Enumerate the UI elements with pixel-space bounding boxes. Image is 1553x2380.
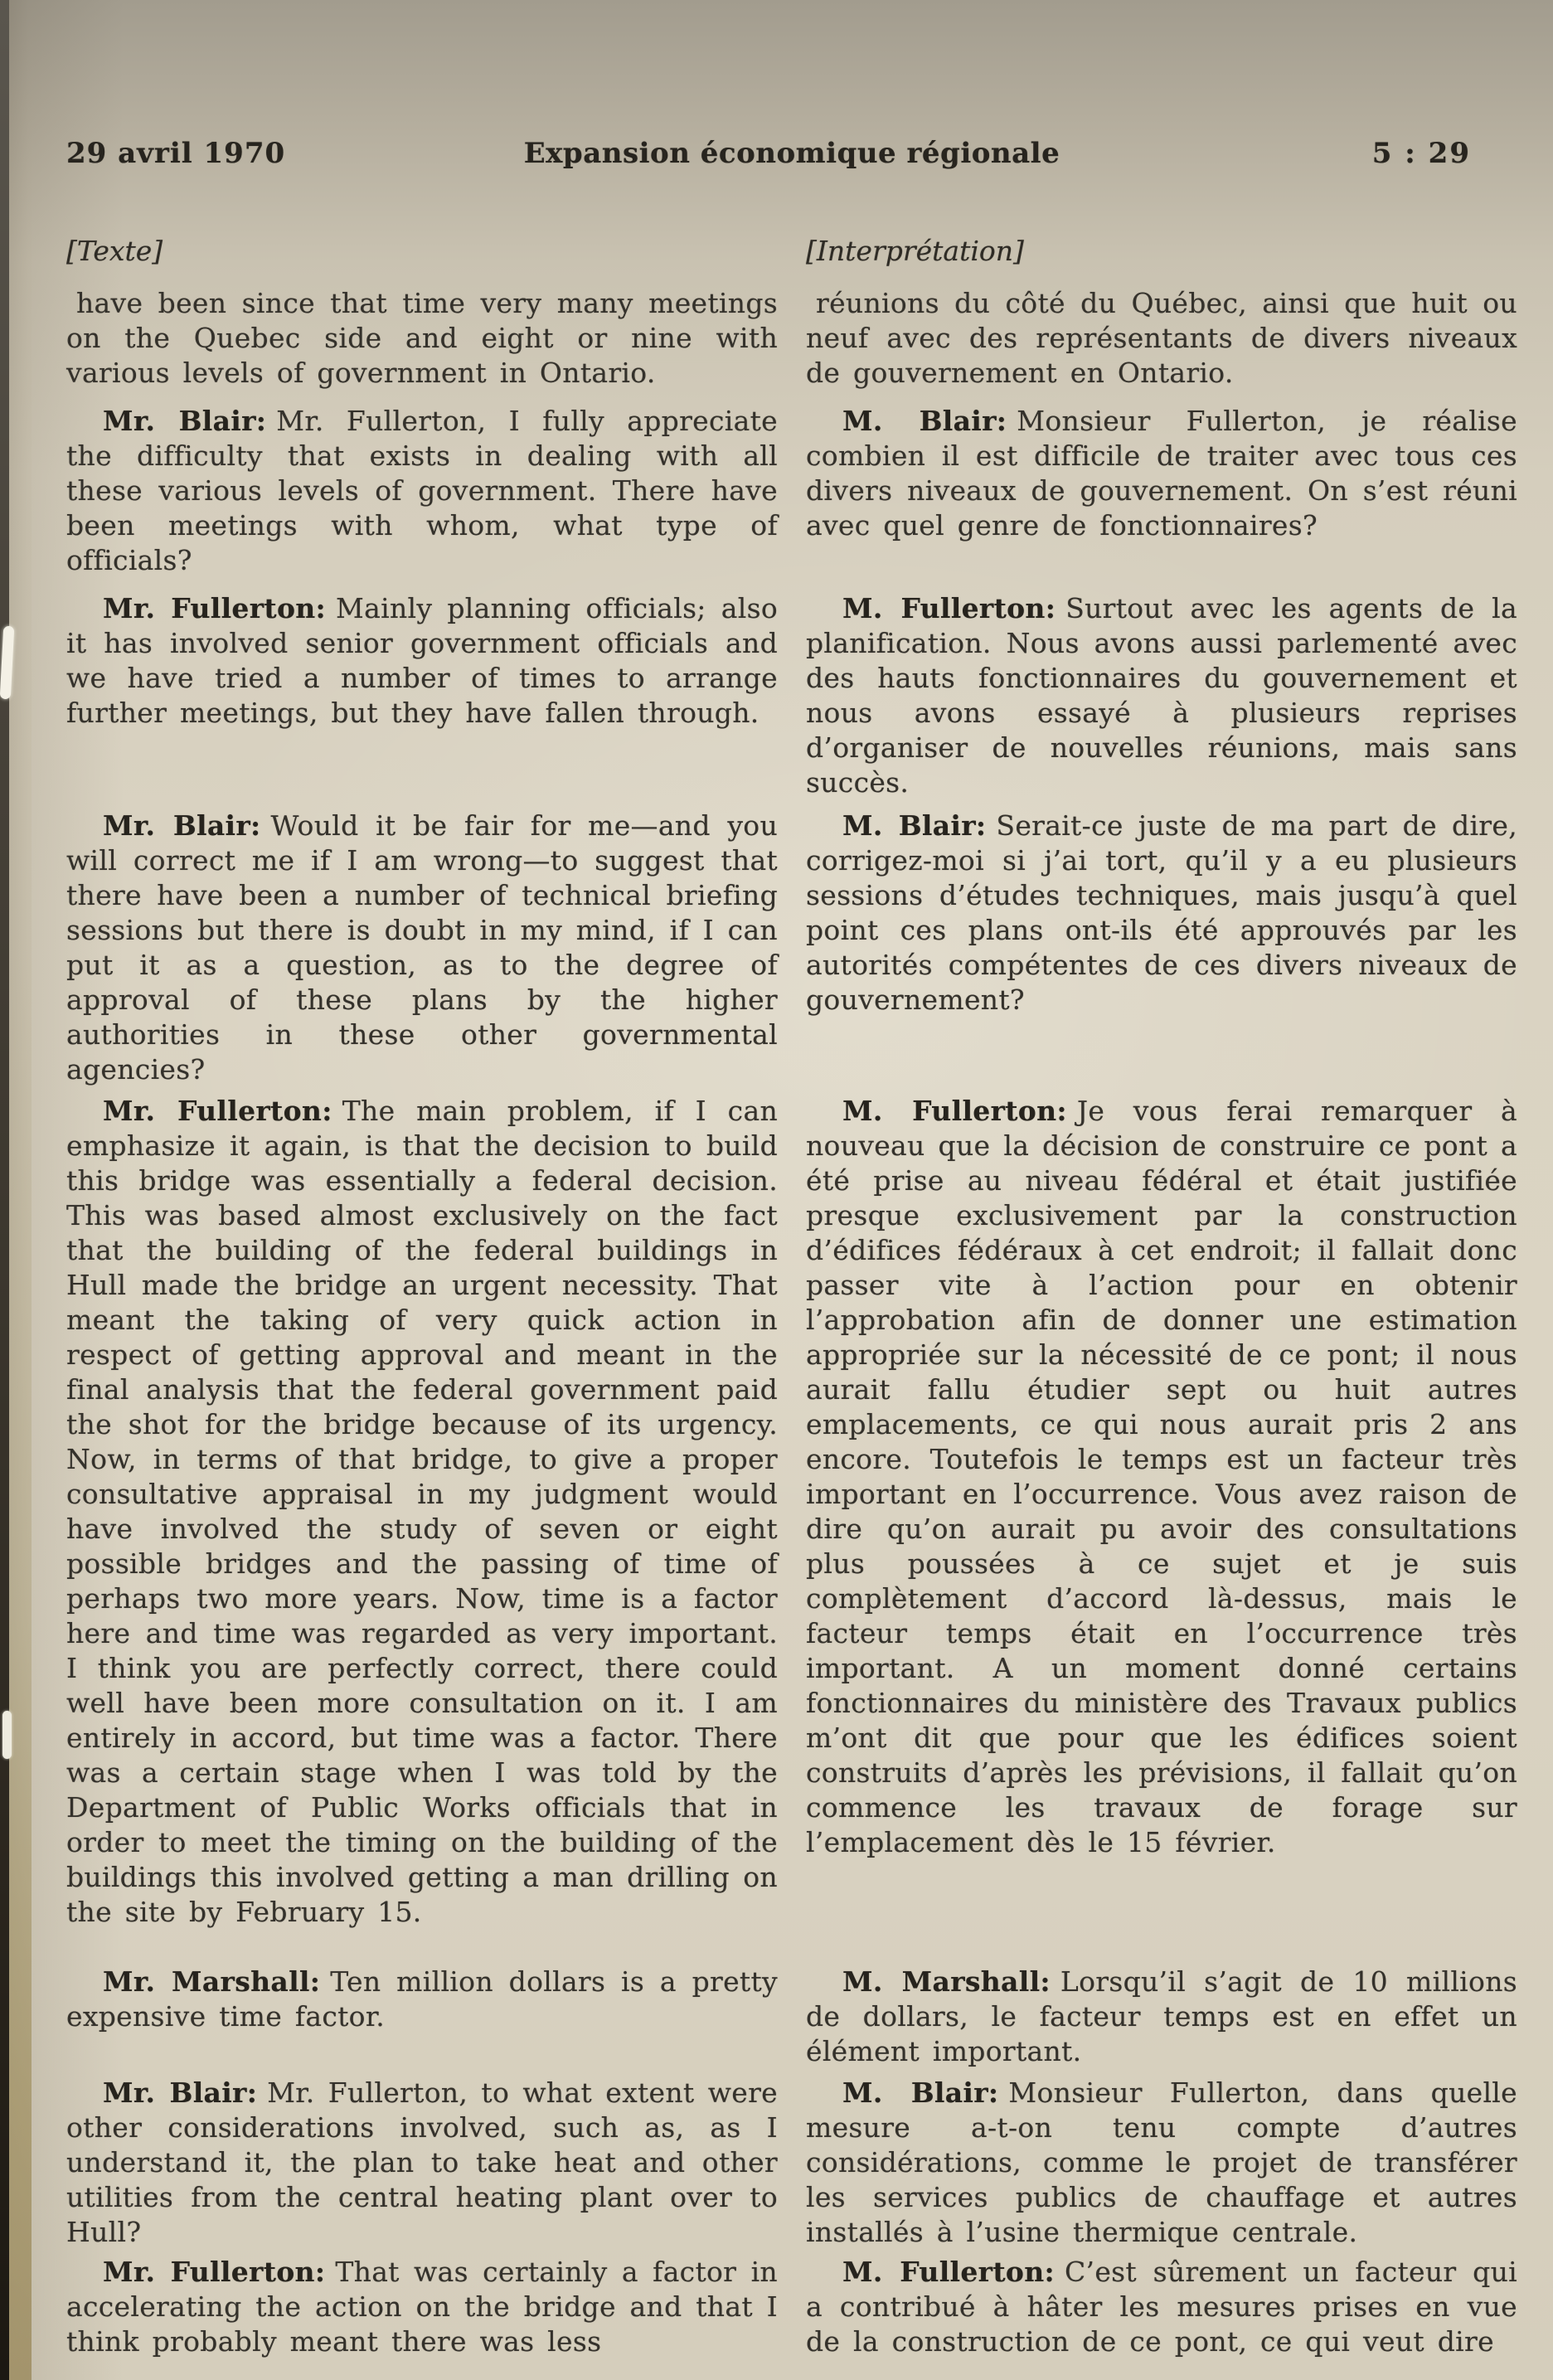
page-title: Expansion économique régionale bbox=[523, 137, 1060, 170]
speaker-name: M. Blair: bbox=[842, 2076, 999, 2109]
speaker-name bbox=[806, 287, 816, 319]
page-number: 5 : 29 bbox=[1371, 137, 1471, 170]
speaker-name: M. Fullerton: bbox=[842, 592, 1056, 624]
transcript-row bbox=[66, 1965, 1517, 2069]
paragraph-english bbox=[66, 2255, 778, 2359]
column-labels bbox=[66, 237, 1517, 265]
transcript-row bbox=[66, 2076, 1517, 2250]
speaker-name: Mr. Fullerton: bbox=[103, 2256, 326, 2288]
transcript-row bbox=[66, 2255, 1517, 2359]
speaker-name: M. Fullerton: bbox=[842, 1095, 1067, 1127]
speech-text: Monsieur Fullerton, je réalise combien il est difficile de traiter avec tous ces divers niveaux de gouvernement. On s’est réuni avec quel genre de fonctionnaires? bbox=[806, 405, 1517, 542]
speech-text: Mr. Fullerton, I fully appreciate the difficulty that exists in dealing with all these various levels of government. There have been meetings with whom, what type of officials? bbox=[66, 405, 778, 576]
paragraph-english bbox=[66, 1094, 778, 1930]
speech-text: Monsieur Fullerton, dans quelle mesure a-t-on tenu compte d’autres considérations, comme le projet de transférer les services publics de chauffage et autres installés à l’usine thermique centrale. bbox=[806, 2076, 1517, 2248]
speaker-name: Mr. Blair: bbox=[103, 809, 261, 842]
transcript-row bbox=[66, 809, 1517, 1087]
speaker-name: M. Marshall: bbox=[842, 1965, 1051, 1998]
paragraph-french bbox=[806, 591, 1517, 800]
speech-text: The main problem, if I can emphasize it again, is that the decision to build this bridge was essentially a federal decision. This was based almost exclusively on the fact that the building of the federal buildings in Hull made the bridge an urgent necessity. That meant the taking of very quick action in respect of getting approval and meant in the final analysis that the federal government paid the shot for the bridge because of its urgency. Now, in terms of that bridge, to give a proper consultative appraisal in my judgment would have involved the study of seven or eight possible bridges and the passing of time of perhaps two more years. Now, time is a factor here and time was regarded as very important. I think you are perfectly correct, there could well have been more consultation on it. I am entirely in accord, but time was a factor. There was a certain stage when I was told by the Department of Public Works officials that in order to meet the timing on the building of the buildings this involved getting a man drilling on the site by February 15. bbox=[66, 1095, 778, 1928]
transcript-body bbox=[66, 286, 1517, 2380]
speech-text: have been since that time very many meetings on the Quebec side and eight or nine with various levels of government in Ontario. bbox=[66, 287, 778, 389]
speaker-name: Mr. Marshall: bbox=[103, 1965, 321, 1998]
paragraph-french bbox=[806, 1094, 1517, 1930]
speaker-name: Mr. Fullerton: bbox=[103, 1095, 332, 1127]
speech-text: Surtout avec les agents de la planification. Nous avons aussi parlementé avec des hauts fonctionnaires du gouvernement et nous avons essayé à plusieurs reprises d’organiser de nouvelles réunions, mais sans succès. bbox=[806, 592, 1517, 799]
speech-text: Ten million dollars is a pretty expensive time factor. bbox=[66, 1965, 778, 2033]
speaker-name: M. Blair: bbox=[842, 809, 987, 842]
paragraph-french bbox=[806, 404, 1517, 578]
speaker-name bbox=[66, 287, 76, 319]
speech-text: réunions du côté du Québec, ainsi que huit ou neuf avec des représentants de divers niveaux de gouvernement en Ontario. bbox=[806, 287, 1517, 389]
speaker-name: Mr. Blair: bbox=[103, 405, 267, 437]
paragraph-french bbox=[806, 809, 1517, 1087]
speech-text: Mr. Fullerton, to what extent were other considerations involved, such as, as I understand it, the plan to take heat and other utilities from the central heating plant over to Hull? bbox=[66, 2076, 778, 2248]
speaker-name: M. Blair: bbox=[842, 405, 1007, 437]
paragraph-english bbox=[66, 591, 778, 800]
paragraph-french bbox=[806, 2255, 1517, 2359]
paragraph-french bbox=[806, 1965, 1517, 2069]
speaker-name: M. Fullerton: bbox=[842, 2256, 1055, 2288]
paragraph-english bbox=[66, 1965, 778, 2069]
speaker-name: Mr. Blair: bbox=[103, 2076, 258, 2109]
speech-text: C’est sûrement un facteur qui a contribué à hâter les mesures prises en vue de la construction de ce pont, ce qui veut dire bbox=[806, 2256, 1517, 2358]
speech-text: Je vous ferai remarquer à nouveau que la décision de construire ce pont a été prise au niveau fédéral et était justifiée presque exclusivement par la construction d’édifices fédéraux à cet endroit; il fallait donc passer vite à l’action pour en obtenir l’approbation afin de donner une estimation appropriée sur la nécessité de ce pont; il nous aurait fallu étudier sept ou huit autres emplacements, ce qui nous aurait pris 2 ans encore. Toutefois le temps est un facteur très important en l’occurrence. Vous avez raison de dire qu’on aurait pu avoir des consultations plus poussées à ce sujet et je suis complètement d’accord là-dessus, mais le facteur temps était en l’occurrence très important. A un moment donné certains fonctionnaires du ministère des Travaux publics m’ont dit que pour que les édifices soient construits d’après les prévisions, il fallait qu’on commence les travaux de forage sur l’emplacement dès le 15 février. bbox=[806, 1095, 1517, 1858]
paragraph-french bbox=[806, 2076, 1517, 2250]
paragraph-english bbox=[66, 286, 778, 391]
transcript-row bbox=[66, 286, 1517, 391]
transcript-row bbox=[66, 591, 1517, 800]
speech-text: Mainly planning officials; also it has involved senior government officials and we have tried a number of times to arrange further meetings, but they have fallen through. bbox=[66, 592, 778, 729]
speech-text: Lorsqu’il s’agit de 10 millions de dollars, le facteur temps est en effet un élément important. bbox=[806, 1965, 1517, 2067]
speaker-name: Mr. Fullerton: bbox=[103, 592, 327, 624]
paragraph-english bbox=[66, 809, 778, 1087]
speech-text: Would it be fair for me—and you will correct me if I am wrong—to suggest that there have been a number of technical briefing sessions but there is doubt in my mind, if I can put it as a question, as to the degree of approval of these plans by the higher authorities in these other governmental agencies? bbox=[66, 809, 778, 1086]
page-date: 29 avril 1970 bbox=[66, 137, 286, 170]
paragraph-english bbox=[66, 2076, 778, 2250]
transcript-row bbox=[66, 1094, 1517, 1930]
column-label-interpretation: [Interprétation] bbox=[806, 235, 1024, 267]
page-header bbox=[66, 139, 1517, 168]
speech-text: That was certainly a factor in accelerating the action on the bridge and that I think probably meant there was less bbox=[66, 2256, 778, 2358]
transcript-row bbox=[66, 404, 1517, 578]
paragraph-english bbox=[66, 404, 778, 578]
paragraph-french bbox=[806, 286, 1517, 391]
column-label-texte: [Texte] bbox=[66, 235, 163, 267]
speech-text: Serait-ce juste de ma part de dire, corrigez-moi si j’ai tort, qu’il y a eu plusieurs sessions d’études techniques, mais jusqu’à quel point ces plans ont-ils été approuvés par les autorités compétentes de ces divers niveaux de gouvernement? bbox=[806, 809, 1517, 1016]
